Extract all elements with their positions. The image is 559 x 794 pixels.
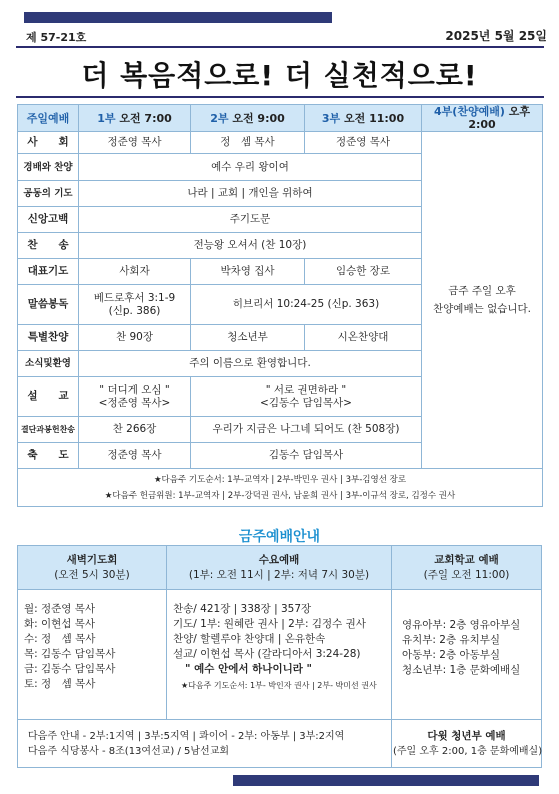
dawn-header: 새벽기도회 (오전 5시 30분) xyxy=(18,546,167,590)
table-row xyxy=(18,590,542,720)
cell: 임승한 장로 xyxy=(305,259,422,285)
footnote-row xyxy=(18,469,543,507)
row-label: 축 도 xyxy=(18,443,79,469)
row-label: 말씀봉독 xyxy=(18,285,79,325)
youth-service: 다윗 청년부 예배 (주일 오후 2:00, 1층 문화예배실) xyxy=(392,720,542,768)
list-item: 기도/ 1부: 원혜란 권사 | 2부: 김정수 권사 xyxy=(173,618,366,630)
cell: " 서로 권면하라 " <김동수 담임목사> xyxy=(191,377,422,417)
row-label: 공동의 기도 xyxy=(18,181,79,207)
header-service-4: 4부(찬양예배) 오후 2:00 xyxy=(422,105,543,132)
issue-number: 제 57-21호 xyxy=(26,31,87,44)
row-label: 소식및환영 xyxy=(18,351,79,377)
cell: 김동수 담임목사 xyxy=(191,443,422,469)
table-header-row xyxy=(18,546,542,590)
list-item: 설교/ 이현섭 목사 (갈라디아서 3:24-28) xyxy=(173,648,361,660)
row-label: 찬 송 xyxy=(18,233,79,259)
cell: 정준영 목사 xyxy=(79,132,191,154)
cell: 전능왕 오셔서 (찬 10장) xyxy=(79,233,422,259)
row-label: 특별찬양 xyxy=(18,325,79,351)
wednesday-list xyxy=(167,590,392,720)
list-item: 유치부: 2층 유치부실 xyxy=(402,634,501,646)
list-item: 아동부: 2층 아동부실 xyxy=(402,649,501,661)
next-guide: 다음주 안내 - 2부:1지역 | 3부:5지역 | 콰이어 - 2부: 아동부 | 3부:2지역 xyxy=(28,730,345,742)
cell: 정준영 목사 xyxy=(79,443,191,469)
list-item: 청소년부: 1층 문화예배실 xyxy=(402,664,521,676)
table-header-row xyxy=(18,105,543,132)
cell: 히브리서 10:24-25 (신p. 363) xyxy=(191,285,422,325)
wednesday-prayer-note: ★다음주 기도순서: 1부- 박인자 권사 | 2부- 박미선 권사 xyxy=(181,681,377,690)
list-item: 찬송/ 421장 | 338장 | 357장 xyxy=(173,603,312,615)
cell: 찬 90장 xyxy=(79,325,191,351)
cell: 시온찬양대 xyxy=(305,325,422,351)
next-offering-committee: ★다음주 헌금위원: 1부-교역자 | 2부-강덕권 권사, 남윤희 권사 | 3부-이규석 장로, 김정수 권사 xyxy=(104,490,456,501)
section-title: 금주예배안내 xyxy=(238,529,321,545)
list-item: 월: 정준영 목사 xyxy=(24,603,96,615)
school-list xyxy=(392,590,542,720)
header-service-3: 3부 오전 11:00 xyxy=(305,105,422,132)
cell: 나라 | 교회 | 개인을 위하여 xyxy=(79,181,422,207)
list-item: 화: 이현섭 목사 xyxy=(24,618,96,630)
cell: 우리가 지금은 나그네 되어도 (찬 508장) xyxy=(191,417,422,443)
footnotes xyxy=(18,469,543,507)
cell: 주기도문 xyxy=(79,207,422,233)
wednesday-header: 수요예배 (1부: 오전 11시 | 2부: 저녁 7시 30분) xyxy=(167,546,392,590)
cell: 박차영 집사 xyxy=(191,259,305,285)
row-label: 사 회 xyxy=(18,132,79,154)
list-item: 수: 정 셈 목사 xyxy=(24,633,96,645)
afternoon-notice: 금주 주일 오후 찬양예배는 없습니다. xyxy=(422,132,543,469)
cell: 예수 우리 왕이여 xyxy=(79,154,422,181)
row-label: 결단과봉헌찬송 xyxy=(18,417,79,443)
cell: 찬 266장 xyxy=(79,417,191,443)
school-header: 교회학교 예배 (주일 오전 11:00) xyxy=(392,546,542,590)
divider xyxy=(16,96,544,98)
weekly-service-table xyxy=(17,545,542,768)
cell: 주의 이름으로 환영합니다. xyxy=(79,351,422,377)
table-row xyxy=(18,132,543,154)
cell: " 더디게 오심 " <정준영 목사> xyxy=(79,377,191,417)
row-label: 경배와 찬양 xyxy=(18,154,79,181)
cell: 청소년부 xyxy=(191,325,305,351)
issue-date: 2025년 5월 25일 xyxy=(445,29,547,43)
dawn-list xyxy=(18,590,167,720)
cell: 정준영 목사 xyxy=(305,132,422,154)
row-label: 대표기도 xyxy=(18,259,79,285)
worship-order-table xyxy=(17,104,543,507)
row-label: 신앙고백 xyxy=(18,207,79,233)
next-meal-service: 다음주 식당봉사 - 8조(13여선교) / 5남선교회 xyxy=(28,745,230,757)
bottom-decor-bar xyxy=(233,775,539,786)
next-week-info xyxy=(18,720,392,768)
next-prayer-order: ★다음주 기도순서: 1부-교역자 | 2부-박민우 권사 | 3부-김영선 장로 xyxy=(153,474,407,485)
table-row xyxy=(18,720,542,768)
top-decor-bar xyxy=(24,12,332,23)
list-item: 토: 정 셈 목사 xyxy=(24,678,96,690)
header-service-2: 2부 오전 9:00 xyxy=(191,105,305,132)
divider xyxy=(16,46,544,48)
cell: 사회자 xyxy=(79,259,191,285)
list-item: 목: 김동수 담임목사 xyxy=(24,648,116,660)
list-item: 영유아부: 2층 영유아부실 xyxy=(402,619,521,631)
cell: 베드로후서 3:1-9 (신p. 386) xyxy=(79,285,191,325)
page-title: 더 복음적으로! 더 실천적으로! xyxy=(81,59,478,92)
row-label: 설 교 xyxy=(18,377,79,417)
header-service-1: 1부 오전 7:00 xyxy=(79,105,191,132)
sermon-title: " 예수 안에서 하나이니라 " xyxy=(185,663,312,675)
header-label: 주일예배 xyxy=(18,105,79,132)
list-item: 찬양/ 할렐루야 찬양대 | 온유한속 xyxy=(173,633,326,645)
list-item: 금: 김동수 담임목사 xyxy=(24,663,116,675)
cell: 정 셈 목사 xyxy=(191,132,305,154)
